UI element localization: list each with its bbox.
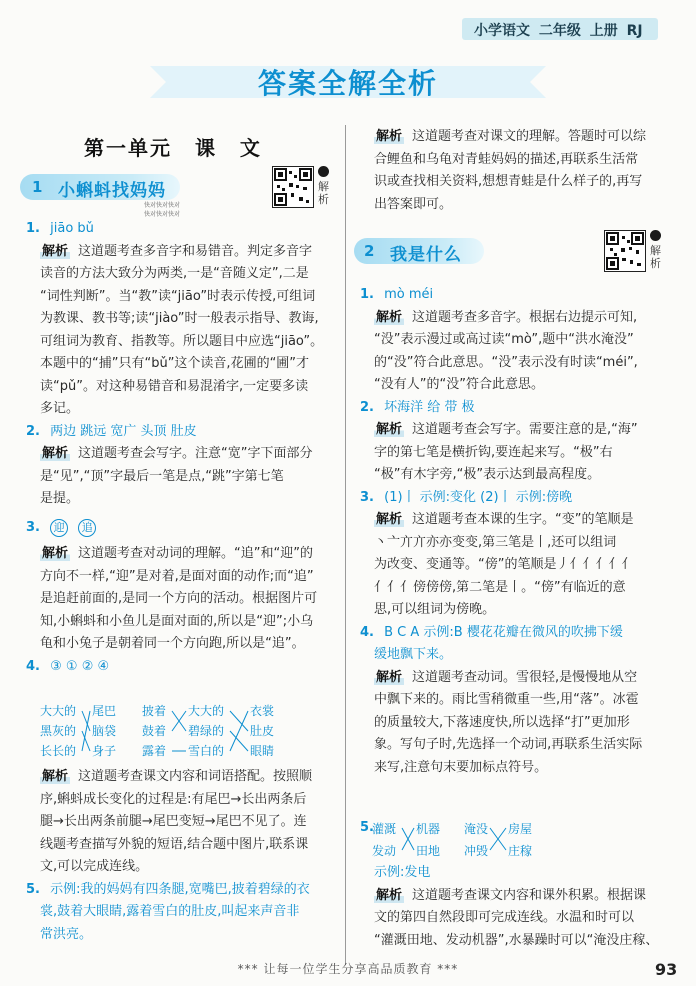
jiexi-label: 解析 [376,512,403,527]
unit-title: 第一单元 课 文 [84,136,262,160]
q4-a-left: 黑灰的 [40,724,77,738]
r-q5-exp-line: “灌溉田地、发动机器”,水暴躁时可以“淹没庄稼、 [374,932,659,948]
watermark-note-b: 快对快对快对 [144,211,181,218]
q4-b-right: 肚皮 [250,724,275,738]
q3-exp-line: 这道题考查对动词的理解。“追”和“迎”的 [78,546,313,561]
q2-number: 2. [26,423,40,439]
r-q2-exp-line: “极”有木字旁,“极”表示达到最高程度。 [374,467,601,482]
r-q1-answer: mò méi [384,287,434,302]
right-column-text [360,126,678,216]
q1-exp-line: 读“pǔ”。对这种易错音和易混淆字,一定要多读 [40,378,309,394]
q4-exp-line: 腿→长出两条前腿→尾巴变短→尾巴不见了。连 [40,814,307,829]
q4-b-mid: 碧绿的 [188,724,225,738]
r-q1-exp-line: 的“没”符合此意思。“没”表示没有时读“méi”, [374,354,638,370]
r-q5-number: 5. [360,820,374,835]
q4-number: 4. [26,658,40,674]
q4-exp-line: 文,可以完成连线。 [40,859,149,874]
q5-number: 5. [26,881,40,897]
qr-code-lesson1[interactable] [272,166,314,208]
page-title: 答案全解全析 [257,67,438,100]
r-q5-exp-line: 这道题考查课文内容和课外积累。根据课 [412,887,647,903]
q4-matching [40,700,340,766]
q5-line: 裳,鼓着大眼睛,露着雪白的肚皮,叫起来声音非 [40,904,300,919]
r-q3-exp-line: 思,可以组词为傍晚。 [374,602,496,617]
jiexi-label: 解析 [42,546,69,561]
jiexi-label: 解析 [376,309,403,325]
r-q5-mid2: 淹没 [464,822,489,836]
watermark-note-a: 快对快对快对 [144,202,181,209]
r-q1-exp-line: “没有人”的“没”符合此意思。 [374,377,544,392]
footer-motto: *** 让每一位学生分享高品质教育 *** [237,962,459,976]
play-icon[interactable] [650,230,661,241]
q4-b-right: 眼睛 [250,744,275,758]
play-icon[interactable] [318,166,329,177]
q4-answer: ③ ① ② ④ [50,658,110,674]
q1-exp-line: 本题中的“捕”只有“bǔ”这个读音,花圃的“圃”才 [40,356,310,371]
column-divider [345,125,346,965]
q2-exp-line: 是提。 [40,491,80,506]
right-column-text-2 [360,284,678,779]
r-q1-number: 1. [360,287,374,302]
qr-caption-lesson1: 解析 [318,180,329,206]
q3-exp-line: 龟和小兔子是朝着同一个方向跑,所以是“追”。 [40,636,305,651]
qr-caption-lesson2: 解析 [650,244,661,270]
jiexi-label: 解析 [376,887,403,903]
r-q2-answer: 坏海洋 给 带 极 [384,399,475,415]
r-q4-exp-line: 的质量较大,下落速度快,所以选择“打”更加形 [374,714,630,730]
jiexi-label: 解析 [376,422,403,437]
r-q5-exp-line: 文的第四自然段即可完成连线。水温和时可以 [374,910,635,925]
r-q4-exp-line: 这道题考查动词。雪很轻,是慢慢地从空 [412,669,638,685]
r-q1-exp-line: 这道题考查多音字。根据右边提示可知, [412,309,638,325]
q4-exp-line: 线题考查描写外貌的短语,结合题中图片,联系课 [40,836,309,852]
r-q2-exp-line: 这道题考查会写字。需要注意的是,“海” [412,422,638,437]
q3-exp-line: 方向不一样,“迎”是对着,是面对面的动作;而“追” [40,568,314,584]
q4-b-mid: 大大的 [188,704,225,718]
q5-line: 示例:我的妈妈有四条腿,宽嘴巴,披着碧绿的衣 [50,881,310,897]
qr-code-lesson2[interactable] [604,230,646,272]
q1-exp-line: 多记。 [40,401,80,416]
q1-number: 1. [26,221,40,236]
q1-exp-line: “词性判断”。当“教”读“jiāo”时表示传授,可组词 [40,288,316,304]
r-q3-answer: (1)丨 示例:变化 (2)丨 示例:傍晚 [384,489,573,505]
lesson1-number: 1 [32,178,43,196]
r-exp0-line: 识或查找相关资料,想想青蛙是什么样子的,再写 [374,174,643,189]
q4-b-left: 披着 [142,704,167,718]
r-exp0-line: 这道题考查对课文的理解。答题时可以综 [412,129,647,144]
q1-exp-line: 可组词为教育、指教等。所以题目中应选“jiāo”。 [40,333,324,349]
q1-exp-line: 这道题考查多音字和易错音。判定多音字 [78,243,313,259]
q4-a-right: 尾巴 [92,704,117,718]
jiexi-label: 解析 [42,446,69,461]
left-column-text [26,218,338,678]
q2-answer: 两边 跳远 宽广 头顶 肚皮 [50,423,197,439]
q4-exp-line: 序,蝌蚪成长变化的过程是:有尾巴→长出两条后 [40,791,307,807]
q3-exp-line: 知,小蝌蚪和小鱼儿是面对面的,所以是“迎”;小乌 [40,613,314,629]
q4-b-left: 露着 [142,744,167,758]
lesson1-title: 小蝌蚪找妈妈 [58,181,166,201]
lesson2-title: 我是什么 [390,245,462,265]
q4-b-left: 鼓着 [142,724,167,738]
r-exp0-line: 出答案即可。 [374,196,453,212]
r-q3-number: 3. [360,489,374,505]
r-q4-number: 4. [360,624,374,640]
r-q4-exp-line: 象。写句子时,先选择一个动词,再联系生活实际 [374,737,643,752]
q4-b-mid: 雪白的 [188,744,225,758]
r-q5-right: 房屋 [508,822,533,836]
jiexi-label: 解析 [42,769,69,784]
q3-number: 3. [26,519,40,535]
q4-exp-line: 这道题考查课文内容和词语搭配。按照顺 [78,769,313,784]
page-number: 93 [655,960,678,979]
r-q5-mid: 田地 [416,844,441,858]
subject-tag: 小学语文 二年级 上册 RJ [474,23,643,39]
r-q2-exp-line: 字的第七笔是横折钩,要连起来写。“极”右 [374,444,613,460]
r-q4-line: 缓地飘下来。 [374,647,453,662]
q3-char-ying: 迎 [50,519,68,537]
r-q5-left: 发动 [372,844,397,858]
r-q3-exp-line: 亻亻亻傍傍傍,第二笔是丨。“傍”有临近的意 [374,579,626,595]
r-q5-mid2: 冲毁 [464,844,489,858]
jiexi-label: 解析 [42,243,69,259]
q5-line: 常洪亮。 [40,926,93,942]
r-q3-exp-line: 这道题考查本课的生字。“变”的笔顺是 [412,512,634,527]
lesson2-number: 2 [364,242,375,260]
left-column-text-2 [26,766,338,946]
r-q4-exp-line: 中飘下来的。雨比雪稍微重一些,用“落”。冰雹 [374,692,639,707]
r-q2-number: 2. [360,399,374,415]
r-q4-line: B C A 示例:B 樱花花瓣在微风的吹拂下缓 [384,624,623,640]
r-q5-example: 示例:发电 [374,865,431,880]
r-q3-exp-line: 丶亠亣亣亦亦变变,第三笔是丨,还可以组词 [374,534,617,550]
r-q1-exp-line: “没”表示漫过或高过读“mò”,题中“洪水淹没” [374,332,634,347]
r-q5-left: 灌溉 [372,822,397,836]
q1-exp-line: 读音的方法大致分为两类,一是“音随义定”,二是 [40,266,309,281]
jiexi-label: 解析 [376,669,403,685]
q4-a-right: 脑袋 [92,724,117,738]
r-q3-exp-line: 为改变、变通等。“傍”的笔顺是丿亻亻亻亻亻 [374,557,635,572]
r-q5-mid: 机器 [416,822,441,836]
r-q5-right: 庄稼 [508,844,533,858]
q1-answer: jiāo bǔ [50,221,94,236]
q1-exp-line: 为教课、教书等;读“jiào”时一般表示指导、教诲, [40,311,319,326]
jiexi-label: 解析 [376,129,403,144]
q4-a-left: 长长的 [40,744,77,758]
r-q5-matching [360,818,680,864]
r-exp0-line: 合鲤鱼和乌龟对青蛙妈妈的描述,再联系生活常 [374,151,639,167]
q3-exp-line: 是追赶前面的,是同一个方向的活动。根据图片可 [40,591,318,606]
right-column-text-3 [360,862,678,952]
q2-exp-line: 是“见”,“顶”字最后一笔是点,“跳”字第七笔 [40,468,284,484]
r-q4-exp-line: 来写,注意句末要加标点符号。 [374,759,548,775]
q4-a-right: 身子 [92,744,117,758]
q3-char-zhui: 追 [78,519,96,537]
q4-a-left: 大大的 [40,704,77,718]
q2-exp-line: 这道题考查会写字。注意“宽”字下面部分 [78,446,313,461]
q4-b-right: 衣裳 [250,704,275,718]
